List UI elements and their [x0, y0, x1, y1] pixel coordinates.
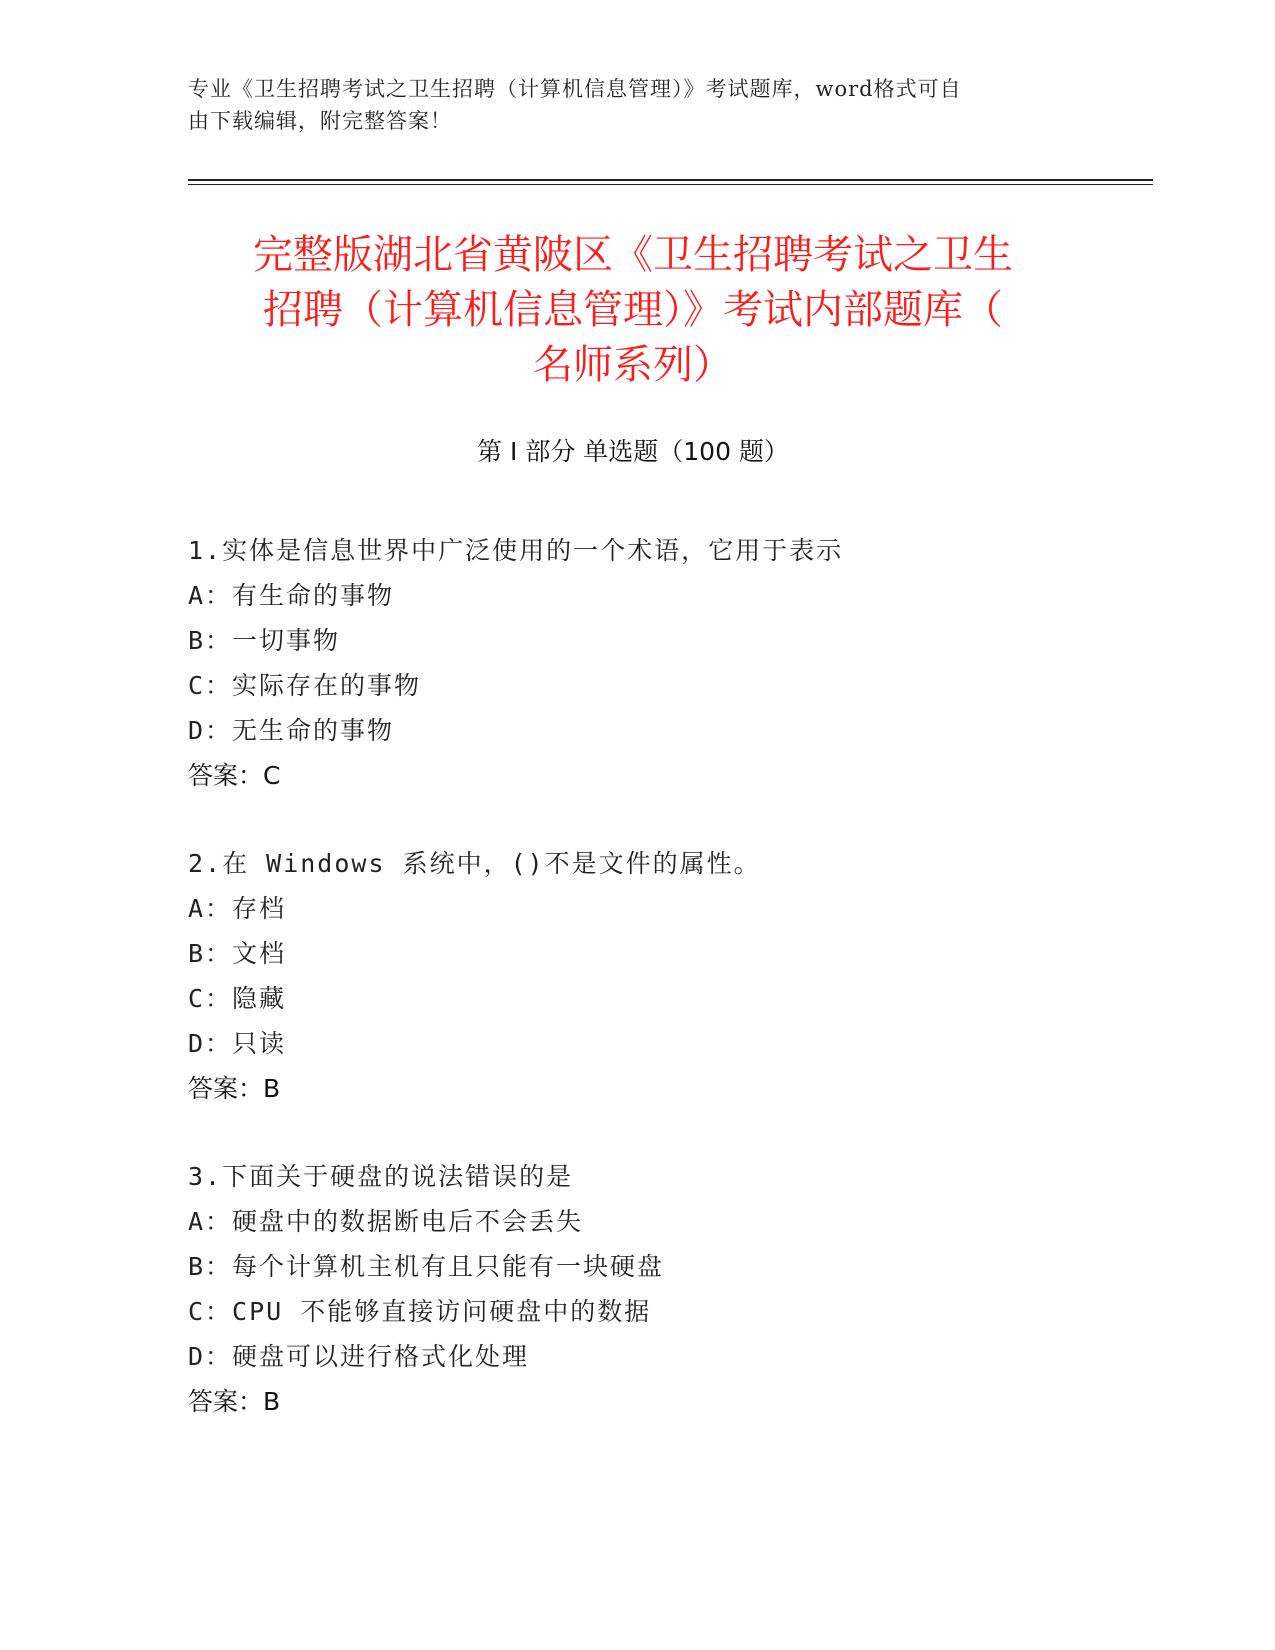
question-answer: 答案：B: [188, 1074, 281, 1103]
question-option-d: D：无生命的事物: [188, 716, 395, 745]
question-answer: 答案：B: [188, 1387, 281, 1416]
question-option-a: A：有生命的事物: [188, 581, 395, 610]
question-option-b: B：每个计算机主机有且只能有一块硬盘: [188, 1252, 665, 1281]
question-option-b: B：文档: [188, 939, 287, 968]
document-title-line-1: 完整版湖北省黄陂区《卫生招聘考试之卫生: [253, 232, 1013, 278]
question-option-c: C：隐藏: [188, 984, 287, 1013]
document-title-line-2: 招聘（计算机信息管理）》考试内部题库（: [263, 287, 1003, 333]
header-note: [188, 73, 1068, 137]
question-option-b: B：一切事物: [188, 626, 341, 655]
section-heading: 第 I 部分 单选题（100 题）: [477, 437, 789, 466]
question-stem: 2.在 Windows 系统中，()不是文件的属性。: [188, 849, 761, 878]
question-option-c: C：CPU 不能够直接访问硬盘中的数据: [188, 1297, 652, 1326]
header-divider-thick: [188, 179, 1153, 181]
question-answer: 答案：C: [188, 761, 281, 790]
document-title: [188, 228, 1078, 393]
document-title-line-3: 名师系列）: [533, 342, 733, 388]
header-note-line-2: 由下载编辑，附完整答案！: [188, 109, 452, 133]
question-list: [188, 528, 1148, 1467]
header-note-line-1: 专业《卫生招聘考试之卫生招聘（计算机信息管理）》考试题库，word格式可自: [188, 77, 962, 101]
question-item: [188, 841, 1148, 1111]
question-option-c: C：实际存在的事物: [188, 671, 422, 700]
question-stem: 1.实体是信息世界中广泛使用的一个术语，它用于表示: [188, 536, 844, 565]
question-option-a: A：硬盘中的数据断电后不会丢失: [188, 1207, 584, 1236]
question-option-d: D：只读: [188, 1029, 287, 1058]
header-divider-thin: [188, 184, 1153, 185]
question-stem: 3.下面关于硬盘的说法错误的是: [188, 1162, 574, 1191]
question-option-d: D：硬盘可以进行格式化处理: [188, 1342, 530, 1371]
question-item: [188, 528, 1148, 798]
question-item: [188, 1154, 1148, 1424]
question-option-a: A：存档: [188, 894, 287, 923]
